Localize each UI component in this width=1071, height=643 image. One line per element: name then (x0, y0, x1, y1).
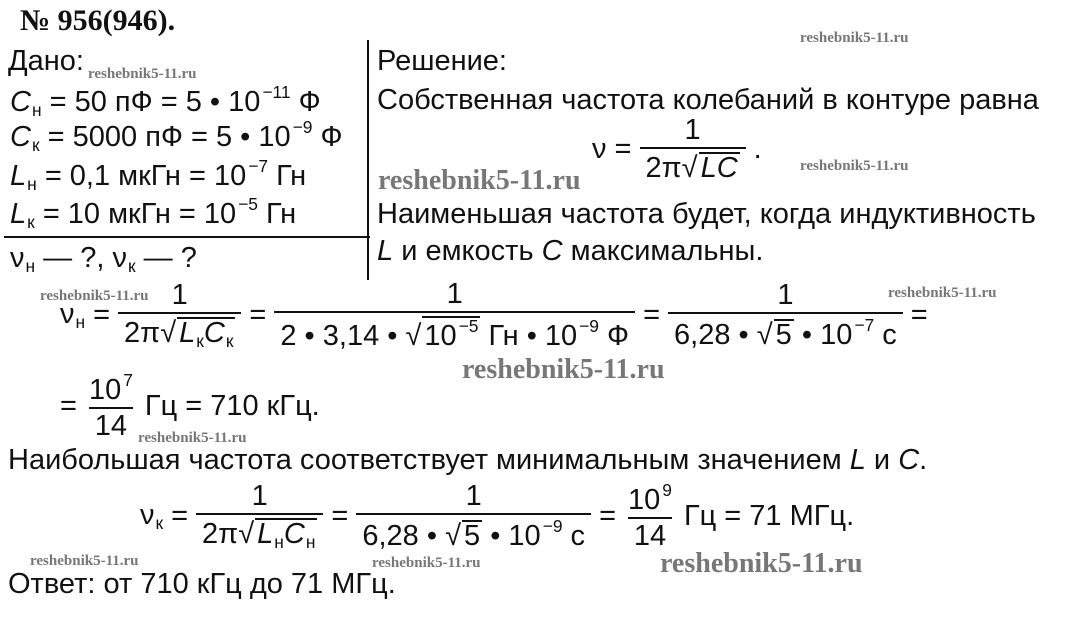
watermark-text: reshebnik5-11.ru (372, 555, 481, 571)
watermark-text: reshebnik5-11.ru (462, 354, 665, 385)
vertical-divider (367, 40, 369, 280)
watermark-text: reshebnik5-11.ru (888, 285, 997, 301)
solution-line1: Собственная частота колебаний в контуре равна (377, 84, 1039, 116)
watermark-text: reshebnik5-11.ru (800, 30, 909, 46)
watermark-text: reshebnik5-11.ru (800, 158, 909, 174)
solution-label: Решение: (377, 45, 507, 77)
given-l-n: $L_н = 0,1$ мкГн = 10 $^{-7}$ Гн (10, 156, 307, 194)
given-c-k: $C_к = 5000$ пФ = 5 • 10 $^{-9}$ Ф (10, 117, 343, 155)
watermark-text: reshebnik5-11.ru (30, 553, 139, 569)
solution-line2: Наименьшая частота будет, когда индуктивность (377, 198, 1036, 230)
line-max-frequency: Наибольшая частота соответствует минимальным значением L и C. (8, 444, 928, 476)
formula-main: ν = $\frac{1}{2\pi√ LC}$ . (592, 114, 762, 184)
watermark-text: reshebnik5-11.ru (88, 66, 197, 82)
problem-number: № 956(946). (20, 4, 176, 37)
given-divider (4, 236, 370, 238)
solution-line3: L и емкость C максимальны. (377, 235, 764, 267)
formula-fraction: $\frac{1}{2\pi√ LC}$ (640, 116, 746, 183)
watermark-text: reshebnik5-11.ru (40, 288, 149, 304)
answer-line: Ответ: от 710 кГц до 71 МГц. (8, 568, 396, 600)
given-l-k: $L_к = 10$ мкГн = 10 $^{-5}$ Гн (10, 194, 297, 232)
watermark-text: reshebnik5-11.ru (378, 165, 581, 196)
given-label: Дано: (8, 45, 84, 77)
watermark-text: reshebnik5-11.ru (660, 548, 863, 579)
given-c-n: $C_н = 50$ пФ = 5 • 10 $^{-11}$ Ф (10, 82, 321, 120)
equation-nu-n-result: = $\frac{10 ^7}{14}$ Гц = 710 кГц. (60, 370, 320, 443)
find-line: $\nu_н$ — ?, $\nu_к$ — ? (10, 242, 197, 276)
equation-nu-k: $\nu_к$ = $\frac{1}{2\pi√ L_нC_н}$ = $\frac{1}{6,28 • √ 5 • 10 ^{-9} с}$ = $\frac{10 ^9}{14}$ Гц = 71 МГц. (140, 480, 855, 553)
equation-nu-n: $\nu_н$ = $\frac{1}{2\pi√ L_кC_к}$ = $\frac{1}{2 • 3,14 • √ 10 ^{-5} Гн • 10 ^{-9} Ф}$ = $\frac{1}{6,28 • √ 5 • 10 ^{-7} с}$ = (60, 278, 928, 353)
watermark-text: reshebnik5-11.ru (138, 430, 247, 446)
